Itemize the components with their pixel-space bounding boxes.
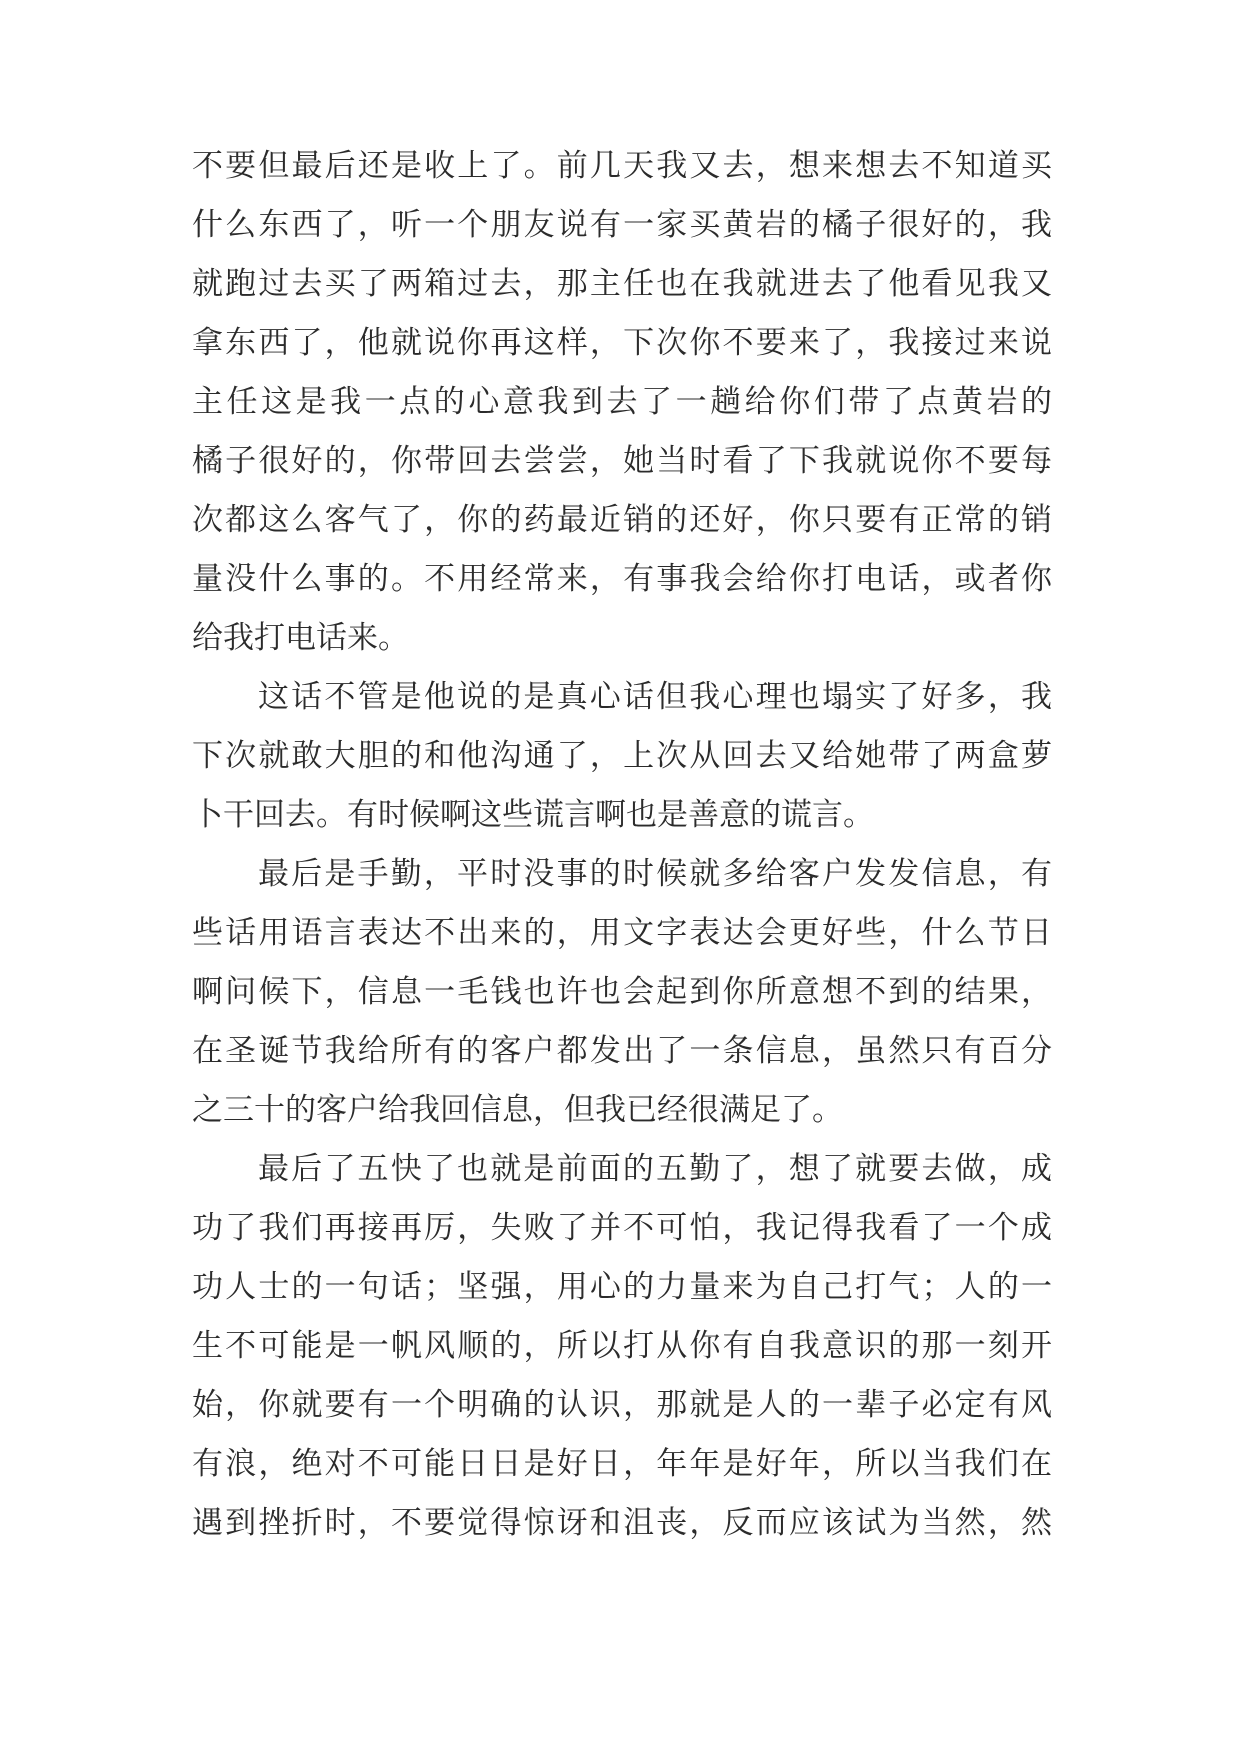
text-line: 主任这是我一点的心意我到去了一趟给你们带了点黄岩的 — [192, 384, 1052, 420]
text-line: 始，你就要有一个明确的认识，那就是人的一辈子必定有风 — [192, 1387, 1052, 1423]
text-line: 下次就敢大胆的和他沟通了，上次从回去又给她带了两盒萝 — [192, 738, 1052, 774]
text-line: 之三十的客户给我回信息，但我已经很满足了。 — [192, 1092, 843, 1128]
text-line: 在圣诞节我给所有的客户都发出了一条信息，虽然只有百分 — [192, 1033, 1052, 1069]
text-line: 些话用语言表达不出来的，用文字表达会更好些，什么节日 — [192, 915, 1052, 951]
text-line: 这话不管是他说的是真心话但我心理也塌实了好多，我 — [258, 679, 1052, 715]
text-line: 不要但最后还是收上了。前几天我又去，想来想去不知道买 — [192, 148, 1052, 184]
text-line: 给我打电话来。 — [192, 620, 409, 656]
text-line: 就跑过去买了两箱过去，那主任也在我就进去了他看见我又 — [192, 266, 1052, 302]
text-line: 啊问候下，信息一毛钱也许也会起到你所意想不到的结果， — [192, 974, 1052, 1010]
text-line: 最后是手勤，平时没事的时候就多给客户发发信息，有 — [258, 856, 1052, 892]
text-line: 什么东西了，听一个朋友说有一家买黄岩的橘子很好的，我 — [192, 207, 1052, 243]
text-line: 最后了五快了也就是前面的五勤了，想了就要去做，成 — [258, 1151, 1052, 1187]
text-line: 拿东西了，他就说你再这样，下次你不要来了，我接过来说 — [192, 325, 1052, 361]
text-line: 功人士的一句话；坚强，用心的力量来为自己打气；人的一 — [192, 1269, 1052, 1305]
text-line: 生不可能是一帆风顺的，所以打从你有自我意识的那一刻开 — [192, 1328, 1052, 1364]
text-line: 功了我们再接再厉，失败了并不可怕，我记得我看了一个成 — [192, 1210, 1052, 1246]
text-line: 卜干回去。有时候啊这些谎言啊也是善意的谎言。 — [192, 797, 874, 833]
text-line: 遇到挫折时，不要觉得惊讶和沮丧，反而应该试为当然，然 — [192, 1505, 1052, 1541]
text-line: 次都这么客气了，你的药最近销的还好，你只要有正常的销 — [192, 502, 1052, 538]
text-line: 量没什么事的。不用经常来，有事我会给你打电话，或者你 — [192, 561, 1052, 597]
text-line: 橘子很好的，你带回去尝尝，她当时看了下我就说你不要每 — [192, 443, 1052, 479]
text-line: 有浪，绝对不可能日日是好日，年年是好年，所以当我们在 — [192, 1446, 1052, 1482]
body-text — [192, 137, 1052, 1553]
